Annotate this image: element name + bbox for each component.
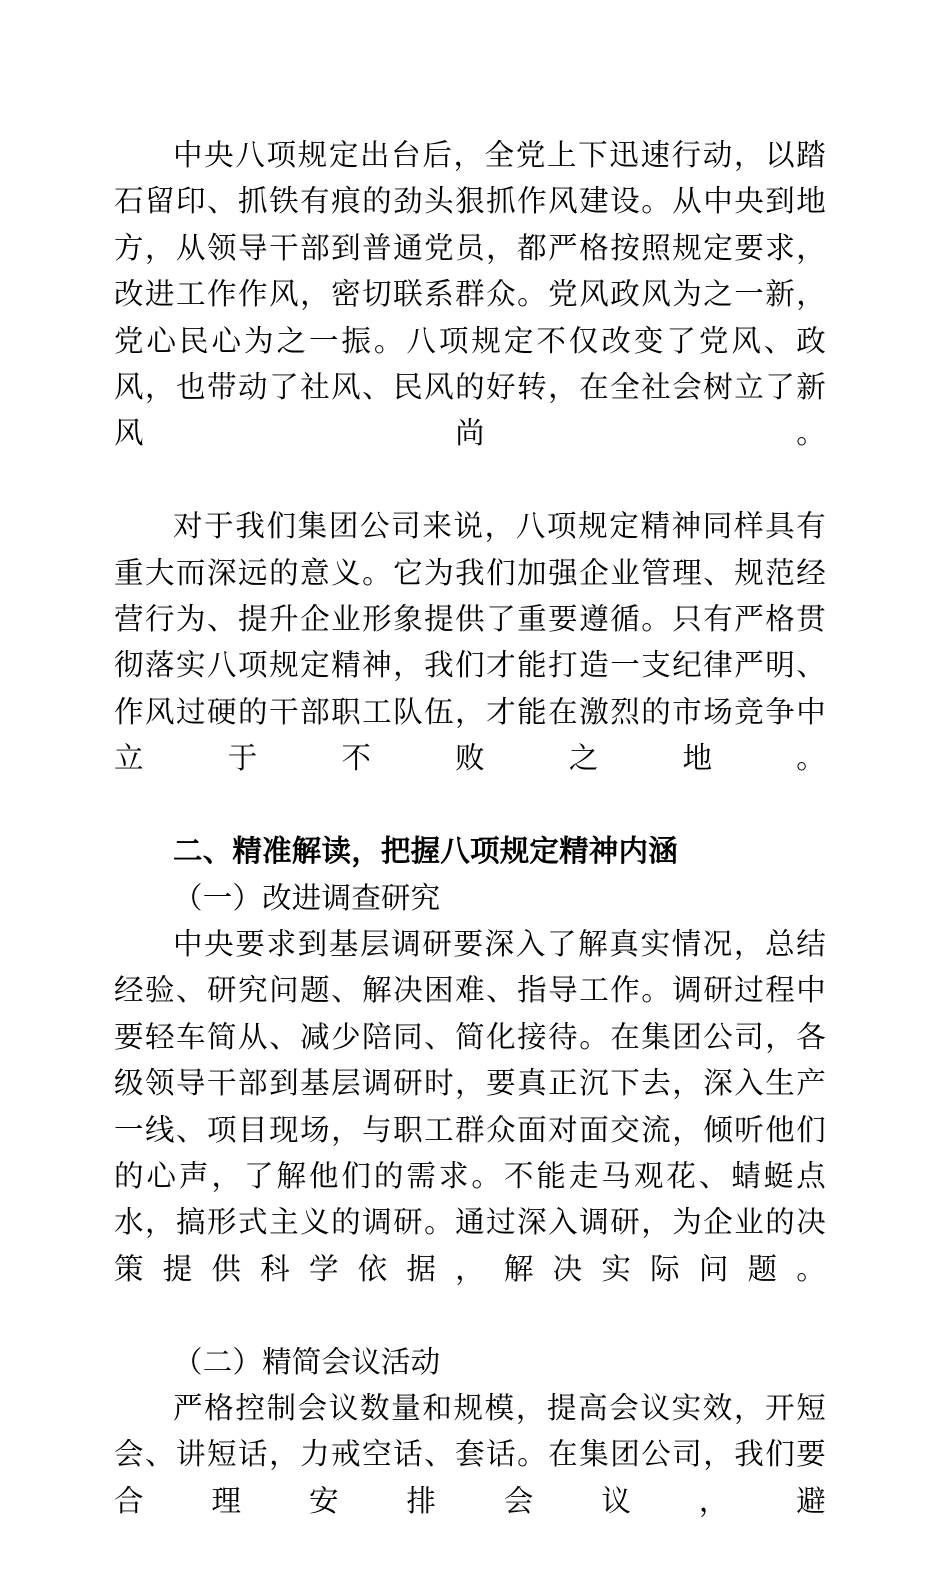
paragraph-1: 中央八项规定出台后，全党上下迅速行动，以踏石留印、抓铁有痕的劲头狠抓作风建设。从中央到地方，从领导干部到普通党员，都严格按照规定要求，改进工作作风，密切联系群众。党风政风为之一新，党心民心为之一振。八项规定不仅改变了党风、政风，也带动了社风、民风的好转，在全社会树立了新风尚。: [114, 138, 826, 451]
subsection-heading-one: （一）改进调查研究: [173, 880, 441, 915]
section-heading-two: 二、精准解读，把握八项规定精神内涵: [173, 834, 678, 869]
paragraph-2: 对于我们集团公司来说，八项规定精神同样具有重大而深远的意义。它为我们加强企业管理、规范经营行为、提升企业形象提供了重要遵循。只有严格贯彻落实八项规定精神，我们才能打造一支纪律严明、作风过硬的干部职工队伍，才能在激烈的市场竞争中立于不败之地。: [114, 509, 826, 776]
subsection-heading-two: （二）精简会议活动: [173, 1344, 441, 1379]
document-body: [114, 132, 826, 1571]
paragraph-4: 严格控制会议数量和规模，提高会议实效，开短会、讲短话，力戒空话、套话。在集团公司，我们要合理安排会议，避: [114, 1390, 826, 1518]
paragraph-3: 中央要求到基层调研要深入了解真实情况，总结经验、研究问题、解决困难、指导工作。调研过程中要轻车简从、减少陪同、简化接待。在集团公司，各级领导干部到基层调研时，要真正沉下去，深入生产一线、项目现场，与职工群众面对面交流，倾听他们的心声，了解他们的需求。不能走马观花、蜻蜓点水，搞形式主义的调研。通过深入调研，为企业的决策提供科学依据，解决实际问题。: [114, 926, 826, 1286]
